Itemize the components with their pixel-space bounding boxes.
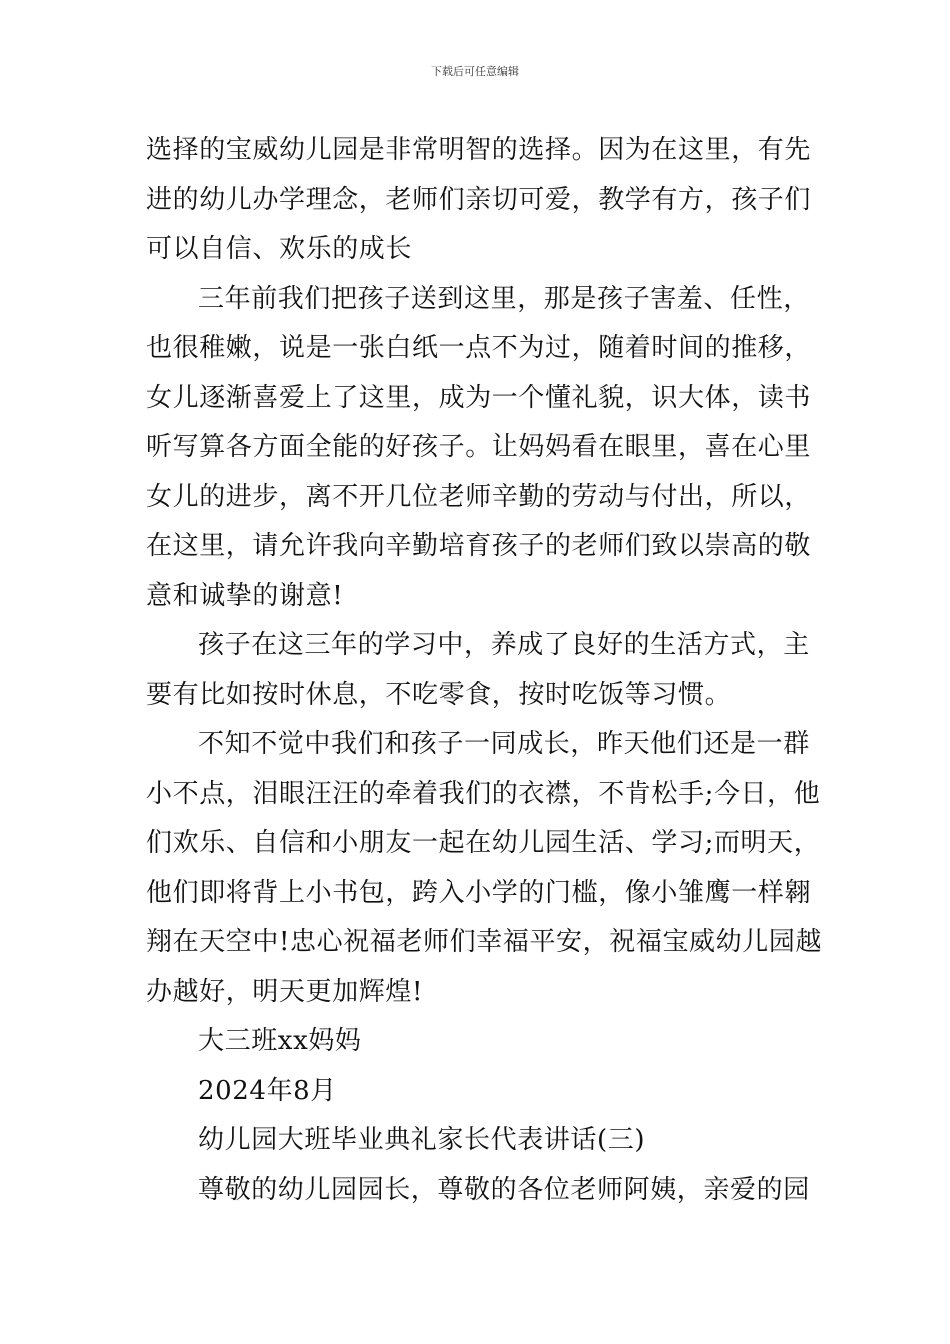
text-line: 三年前我们把孩子送到这里，那是孩子害羞、任性，: [198, 283, 810, 314]
paragraph: [146, 126, 812, 275]
text-line: 也很稚嫩，说是一张白纸一点不为过，随着时间的推移，: [146, 333, 812, 363]
paragraph: [146, 720, 823, 1017]
text-line: 听写算各方面全能的好孩子。让妈妈看在眼里，喜在心里: [146, 432, 812, 462]
signature-name: 大三班xx妈妈: [198, 1026, 362, 1056]
section-title-text: 幼儿园大班毕业典礼家长代表讲话(三): [198, 1125, 646, 1155]
text-line: 要有比如按时休息，不吃零食，按时吃饭等习惯。: [146, 679, 732, 710]
text-line: 进的幼儿办学理念，老师们亲切可爱，教学有方，孩子们: [146, 184, 812, 215]
text-line: 们欢乐、自信和小朋友一起在幼儿园生活、学习;而明天，: [146, 828, 821, 858]
text-line: 在这里，请允许我向辛勤培育孩子的老师们致以崇高的敬: [146, 531, 812, 561]
text-line: 小不点，泪眼汪汪的牵着我们的衣襟，不肯松手;今日，他: [146, 778, 821, 809]
text-line: 不知不觉中我们和孩子一同成长，昨天他们还是一群: [198, 729, 810, 759]
text-line: 尊敬的幼儿园园长，尊敬的各位老师阿姨，亲爱的园: [198, 1174, 810, 1205]
signature: [146, 1017, 806, 1067]
text-line: 他们即将背上小书包，跨入小学的门槛，像小雏鹰一样翱: [146, 877, 812, 908]
text-line: 女儿的进步，离不开几位老师辛勤的劳动与付出，所以，: [146, 481, 812, 512]
paragraph: [146, 1166, 810, 1216]
text-line: 意和诚挚的谢意!: [146, 580, 344, 611]
paragraph: [146, 275, 812, 622]
text-line: 可以自信、欢乐的成长: [146, 234, 413, 264]
text-line: 孩子在这三年的学习中，养成了良好的生活方式，主: [198, 630, 810, 660]
paragraph: [146, 621, 810, 720]
text-line: 女儿逐渐喜爱上了这里，成为一个懂礼貌，识大体，读书: [146, 382, 812, 413]
document-body: [146, 126, 823, 1215]
date: [146, 1067, 806, 1117]
page-header: 下载后可任意编辑: [431, 65, 519, 78]
text-line: 办越好，明天更加辉煌!: [146, 976, 424, 1007]
section-title: [146, 1116, 806, 1166]
date-line: 2024年8月: [198, 1075, 337, 1106]
text-line: 翔在天空中!忠心祝福老师们幸福平安，祝福宝威幼儿园越: [146, 927, 823, 957]
text-line: 选择的宝威幼儿园是非常明智的选择。因为在这里，有先: [146, 135, 812, 165]
